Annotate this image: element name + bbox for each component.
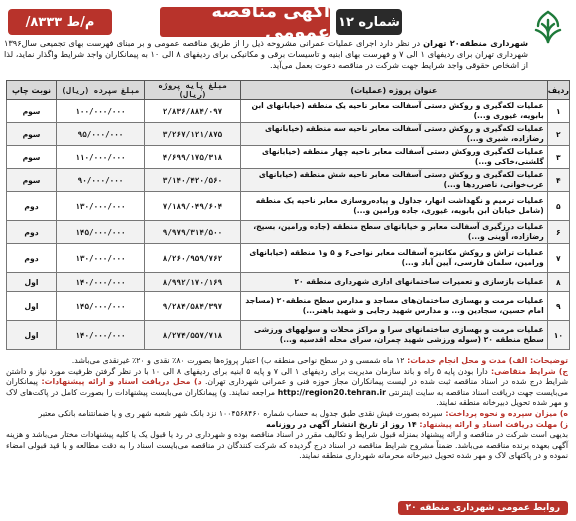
cell-radif: ۷ — [547, 244, 569, 273]
cell-print: سوم — [7, 169, 57, 192]
cell-deposit: ۱۴۵/۰۰۰/۰۰۰ — [57, 221, 145, 244]
municipality-logo-icon — [528, 8, 568, 46]
intro-lead: شهرداری منطقه۲۰ تهران — [423, 38, 528, 48]
cell-radif: ۱ — [547, 100, 569, 123]
region-website-link[interactable]: http://region20.tehran.ir — [277, 387, 386, 397]
notice-title-banner: آگهی مناقصه عمومی — [160, 7, 330, 37]
footer-label-2: ج) شرایط متقاضی: — [487, 366, 569, 376]
header-print: نوبت چاپ — [7, 81, 57, 100]
table-row — [7, 169, 570, 192]
cell-title: عملیات لکه‌گیری وروکش دستی آسفالت معابر ناحیه چهار منطقه (خیابانهای گلشنی،خاکی و...) — [241, 146, 548, 169]
cell-radif: ۲ — [547, 123, 569, 146]
projects-table — [6, 80, 570, 350]
table-row — [7, 100, 570, 123]
cell-deposit: ۹۵/۰۰۰/۰۰۰ — [57, 123, 145, 146]
table-row — [7, 273, 570, 292]
notice-number-badge: شماره ۱۲ — [336, 9, 402, 35]
footer-text-5: ۱۴ روز از تاریخ انتشار آگهی در روزنامه — [266, 419, 417, 429]
cell-print: اول — [7, 321, 57, 350]
header-title: عنوان پروژه (عملیات) — [241, 81, 548, 100]
table-row — [7, 321, 570, 350]
cell-base: ۳/۱۴۰/۴۲۰/۵۶۰ — [145, 169, 241, 192]
cell-title: عملیات مرمت و بهسازی ساختمانهای سرا و مراکز محلات و سولههای ورزشی سطح منطقه ۲۰ (سوله ورزشی شهید چمران، سرای محله اقدسیه و...) — [241, 321, 548, 350]
cell-deposit: ۱۴۵/۰۰۰/۰۰۰ — [57, 292, 145, 321]
footer-text-1: ۱۲ ماه شمسی و در سطح نواحی منطقه ب) اعتبار پروژه‌ها بصورت ۸۰٪ نقدی و ۲۰٪ غیرنقدی می‌باشد. — [71, 356, 405, 365]
cell-print: دوم — [7, 221, 57, 244]
cell-deposit: ۱۴۰/۰۰۰/۰۰۰ — [57, 273, 145, 292]
cell-radif: ۱۰ — [547, 321, 569, 350]
cell-title: عملیات درزگیری آسفالت معابر و خیابانهای سطح منطقه (جاده ورامین، بسیج، رضازاده، آوینی و...) — [241, 221, 548, 244]
cell-title: عملیات ترمیم و نگهداشت انهار، جداول و پیاده‌روسازی معابر ناحیه یک منطقه (شامل خیابان ابن بابویه، غیوری، جاده ورامین و...) — [241, 192, 548, 221]
header-base: مبلغ پایه پروژه (ریال) — [145, 81, 241, 100]
intro-body: در نظر دارد اجرای عملیات عمرانی مشروحه ذیل را از طریق مناقصه عمومی و بر مبنای فهرست بهای تجمیعی سال۱۳۹۶ شهرداری تهران برای ردیفهای ۱ الی ۷ و فهرست بهای ابنیه و تاسیسات برقی و مکانیکی برای ردیفهای ۸ الی ۱۰ به پیمانکاران واجد شرایط واگذار نماید، لذا از اشخاص حقوقی واجد شرایط جهت شرکت در مناقصه دعوت بعمل می‌آید. — [4, 38, 529, 70]
cell-print: اول — [7, 292, 57, 321]
header-deposit: مبلغ سپرده (ریال) — [57, 81, 145, 100]
footer-paragraph-4 — [6, 409, 568, 420]
footer-text-4: سپرده بصورت فیش نقدی طبق جدول به حساب شماره ۱۰۰۴۵۶۸۴۶۰ نزد بانک شهر شعبه شهر ری و یا ضمانتنامه بانکی معتبر — [38, 408, 443, 418]
cell-print: اول — [7, 273, 57, 292]
cell-title: عملیات بازسازی و تعمیرات ساختمانهای اداری شهرداری منطقه ۲۰ — [241, 273, 548, 292]
header-radif: ردیف — [547, 81, 569, 100]
cell-base: ۴/۶۹۹/۱۷۵/۳۱۸ — [145, 146, 241, 169]
cell-deposit: ۹۰/۰۰۰/۰۰۰ — [57, 169, 145, 192]
intro-paragraph — [4, 38, 528, 71]
notice-footer — [6, 356, 568, 462]
footer-text-2b: پیمانکاران می‌بایست جهت دریافت اسناد مناقصه به سایت اینترنتی — [6, 377, 569, 397]
cell-base: ۸/۲۷۴/۵۵۷/۷۱۸ — [145, 321, 241, 350]
cell-base: ۳/۲۶۷/۱۲۱/۸۷۵ — [145, 123, 241, 146]
cell-title: عملیات لکه‌گیری و روکش دستی آسفالت معابر ناحیه سه منطقه (خیابانهای رضازاده، شیری و...) — [241, 123, 548, 146]
cell-deposit: ۱۳۰/۰۰۰/۰۰۰ — [57, 192, 145, 221]
cell-base: ۹/۲۸۴/۵۸۴/۳۹۷ — [145, 292, 241, 321]
cell-print: سوم — [7, 123, 57, 146]
footer-paragraph-6 — [6, 430, 568, 462]
cell-radif: ۳ — [547, 146, 569, 169]
footer-paragraph-2 — [6, 367, 568, 409]
projects-table-wrapper — [6, 80, 570, 350]
footer-label-1: توضیحات: الف) مدت و محل انجام خدمات: — [404, 356, 568, 365]
footer-label-4: ه) میزان سپرده و نحوه پرداخت: — [442, 408, 568, 418]
notice-code-badge: /۸۳۳۳ م/ط — [8, 9, 112, 35]
cell-radif: ۴ — [547, 169, 569, 192]
table-row — [7, 244, 570, 273]
cell-base: ۷/۱۸۹/۰۴۹/۶۰۴ — [145, 192, 241, 221]
cell-radif: ۹ — [547, 292, 569, 321]
table-header-row — [7, 81, 570, 100]
cell-title: عملیات لکه‌گیری و روکش دستی آسفالت معابر ناحیه شش منطقه (خیابانهای عرب‌خوانی، ناصرردها و...) — [241, 169, 548, 192]
cell-deposit: ۱۰۰/۰۰۰/۰۰۰ — [57, 100, 145, 123]
cell-radif: ۶ — [547, 221, 569, 244]
cell-title: عملیات تراش و روکش مکانیزه آسفالت معابر نواحی۶ و ۵ و۱ منطقه (خیابانهای ورامین، سلمان فارسی، آیین آباد و...) — [241, 244, 548, 273]
cell-deposit: ۱۳۰/۰۰۰/۰۰۰ — [57, 244, 145, 273]
footer-paragraph-5 — [6, 420, 568, 431]
footer-paragraph-1 — [6, 356, 568, 367]
table-row — [7, 123, 570, 146]
cell-title: عملیات مرمت و بهسازی ساختمان‌های مساجد و مدارس سطح منطقه۲۰ (مساجد امام حسین، سجادین و... و مدارس شهید رجایی و شهید باهنر...) — [241, 292, 548, 321]
cell-print: دوم — [7, 244, 57, 273]
cell-radif: ۸ — [547, 273, 569, 292]
footer-label-2b: د) محل دریافت اسناد و ارائه پیشنهادات: — [37, 377, 202, 387]
cell-deposit: ۱۱۰/۰۰۰/۰۰۰ — [57, 146, 145, 169]
table-row — [7, 221, 570, 244]
cell-title: عملیات لکه‌گیری و روکش دستی آسفالت معابر ناحیه یک منطقه (خیابانهای ابن بابویه، غیوری و...) — [241, 100, 548, 123]
cell-base: ۸/۹۹۲/۱۷۰/۱۶۹ — [145, 273, 241, 292]
cell-radif: ۵ — [547, 192, 569, 221]
cell-deposit: ۱۴۰/۰۰۰/۰۰۰ — [57, 321, 145, 350]
cell-print: دوم — [7, 192, 57, 221]
footer-label-5: ز) مهلت دریافت اسناد و ارائه پیشنهاد: — [416, 419, 568, 429]
table-row — [7, 146, 570, 169]
cell-print: سوم — [7, 146, 57, 169]
cell-print: سوم — [7, 100, 57, 123]
cell-base: ۸/۲۶۰/۹۵۹/۷۶۲ — [145, 244, 241, 273]
cell-base: ۲/۸۳۶/۸۸۴/۰۹۷ — [145, 100, 241, 123]
footer-text-3: مراجعه نمایند. و) پیمانکاران می‌بایست پیشنهادات را بصورت کامل در پاکت‌های لاک و مهر شده تحویل دبیرخانه منطقه نمایند. — [6, 387, 568, 408]
cell-base: ۹/۹۷۹/۳۱۴/۵۰۰ — [145, 221, 241, 244]
footer-text-2: دارا بودن پایه ۵ راه و باند سازمان مدیریت برای ردیفهای ۱ الی ۷ و پایه ۵ ابنیه برای ردیفهای ۸ الی ۱۰ با در نظر گرفتن ظرفیت مورد نیاز و داشتن شرایط درج شده در اسناد مناقصه ثبت شده در لیست پیمانکاران مجاز حوزه فنی و عمرانی شهرداری تهران. — [6, 366, 568, 387]
public-relations-signature: روابط عمومی شهرداری منطقه ۲۰ — [398, 501, 568, 515]
table-row — [7, 192, 570, 221]
table-row — [7, 292, 570, 321]
footer-text-6: بدیهی است شرکت در مناقصه و ارائه پیشنهاد بمنزله قبول شرایط و تکالیف مقرر در اسناد مناقصه بوده و شهرداری در رد یا قبول یک یا کلیه پیشنهادات مختار می‌باشد و هزینه آگهی بعهده برنده مناقصه می‌باشد. ضمناً مشروح شرایط مناقصه در اسناد درج گردیده که شرکت کنندگان در مناقصه می‌بایست اسناد را به دقت مطالعه و با قید قبولی امضاء نموده و در پاکتهای لاک و مهر شده تحویل دبیرخانه محرمانه شهرداری منطقه نمایند. — [6, 430, 568, 461]
